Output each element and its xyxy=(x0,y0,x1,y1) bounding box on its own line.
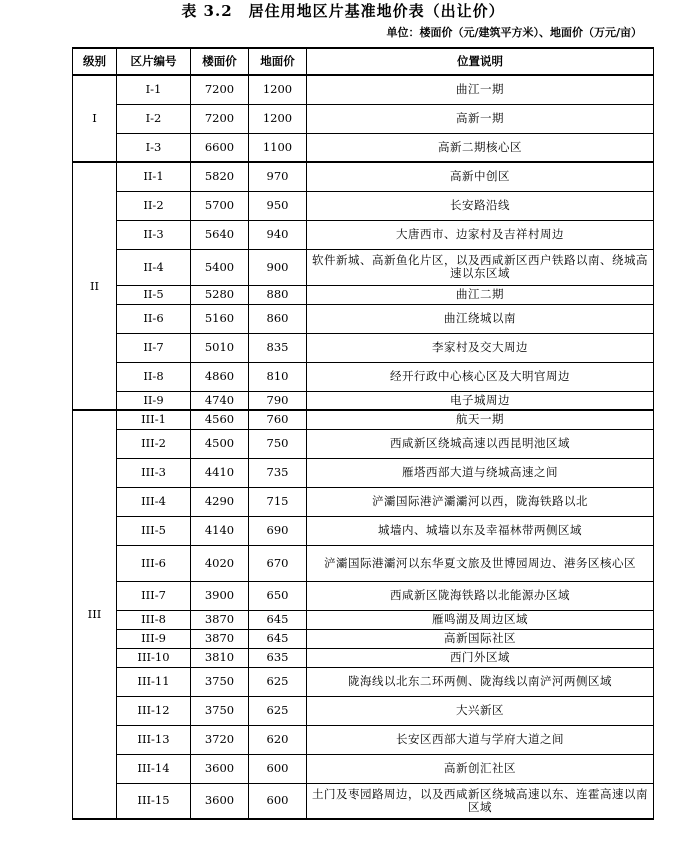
zone-id-cell: III-12 xyxy=(117,696,191,725)
land-price-cell: 860 xyxy=(249,304,307,333)
land-price-cell: 810 xyxy=(249,362,307,391)
table-row xyxy=(73,629,654,648)
location-cell: 土门及枣园路周边，以及西咸新区绕城高速以东、连霍高速以南区域 xyxy=(307,783,654,819)
land-price-table xyxy=(72,47,654,820)
table-row xyxy=(73,162,654,191)
location-cell: 浐灞国际港浐灞灞河以西，陇海铁路以北 xyxy=(307,487,654,516)
land-price-cell: 1200 xyxy=(249,104,307,133)
floor-price-cell: 7200 xyxy=(191,75,249,104)
location-cell: 西咸新区绕城高速以西昆明池区域 xyxy=(307,429,654,458)
level-cell: III xyxy=(73,410,117,819)
table-row xyxy=(73,545,654,581)
zone-id-cell: III-15 xyxy=(117,783,191,819)
floor-price-cell: 4740 xyxy=(191,391,249,410)
level-cell: II xyxy=(73,162,117,410)
land-price-cell: 1100 xyxy=(249,133,307,162)
land-price-cell: 880 xyxy=(249,285,307,304)
location-cell: 高新创汇社区 xyxy=(307,754,654,783)
location-cell: 西门外区域 xyxy=(307,648,654,667)
floor-price-cell: 5010 xyxy=(191,333,249,362)
zone-id-cell: III-14 xyxy=(117,754,191,783)
header-row xyxy=(73,48,654,75)
table-row xyxy=(73,783,654,819)
floor-price-cell: 3600 xyxy=(191,754,249,783)
floor-price-cell: 5400 xyxy=(191,249,249,285)
location-cell: 大兴新区 xyxy=(307,696,654,725)
land-price-cell: 950 xyxy=(249,191,307,220)
location-cell: 大唐西市、边家村及吉祥村周边 xyxy=(307,220,654,249)
zone-id-cell: II-5 xyxy=(117,285,191,304)
location-cell: 长安区西部大道与学府大道之间 xyxy=(307,725,654,754)
zone-id-cell: II-3 xyxy=(117,220,191,249)
unit-note: 单位：楼面价（元/建筑平方米）、地面价（万元/亩） xyxy=(386,26,642,39)
zone-id-cell: I-2 xyxy=(117,104,191,133)
zone-id-cell: III-10 xyxy=(117,648,191,667)
table-row xyxy=(73,249,654,285)
floor-price-cell: 5820 xyxy=(191,162,249,191)
land-price-cell: 625 xyxy=(249,696,307,725)
floor-price-cell: 3720 xyxy=(191,725,249,754)
table-row xyxy=(73,75,654,104)
location-cell: 西咸新区陇海铁路以北能源办区域 xyxy=(307,581,654,610)
location-cell: 城墙内、城墙以东及幸福林带两侧区域 xyxy=(307,516,654,545)
floor-price-cell: 5160 xyxy=(191,304,249,333)
floor-price-cell: 4410 xyxy=(191,458,249,487)
zone-id-cell: I-3 xyxy=(117,133,191,162)
land-price-cell: 690 xyxy=(249,516,307,545)
land-price-cell: 670 xyxy=(249,545,307,581)
floor-price-cell: 4140 xyxy=(191,516,249,545)
table-row xyxy=(73,133,654,162)
table-row xyxy=(73,487,654,516)
location-cell: 高新二期核心区 xyxy=(307,133,654,162)
table-row xyxy=(73,581,654,610)
floor-price-cell: 3810 xyxy=(191,648,249,667)
zone-id-cell: II-1 xyxy=(117,162,191,191)
header-location: 位置说明 xyxy=(307,48,654,75)
floor-price-cell: 7200 xyxy=(191,104,249,133)
floor-price-cell: 4500 xyxy=(191,429,249,458)
zone-id-cell: II-4 xyxy=(117,249,191,285)
location-cell: 长安路沿线 xyxy=(307,191,654,220)
floor-price-cell: 3600 xyxy=(191,783,249,819)
location-cell: 曲江二期 xyxy=(307,285,654,304)
header-level: 级别 xyxy=(73,48,117,75)
land-price-cell: 1200 xyxy=(249,75,307,104)
location-cell: 浐灞国际港灞河以东华夏文旅及世博园周边、港务区核心区 xyxy=(307,545,654,581)
table-row xyxy=(73,725,654,754)
land-price-cell: 715 xyxy=(249,487,307,516)
land-price-cell: 760 xyxy=(249,410,307,429)
location-cell: 航天一期 xyxy=(307,410,654,429)
level-cell: I xyxy=(73,75,117,162)
table-row xyxy=(73,610,654,629)
zone-id-cell: III-8 xyxy=(117,610,191,629)
location-cell: 雁塔西部大道与绕城高速之间 xyxy=(307,458,654,487)
land-price-cell: 645 xyxy=(249,610,307,629)
land-price-cell: 635 xyxy=(249,648,307,667)
header-zone-id: 区片编号 xyxy=(117,48,191,75)
table-row xyxy=(73,333,654,362)
location-cell: 高新国际社区 xyxy=(307,629,654,648)
floor-price-cell: 3900 xyxy=(191,581,249,610)
table-row xyxy=(73,104,654,133)
location-cell: 李家村及交大周边 xyxy=(307,333,654,362)
location-cell: 曲江一期 xyxy=(307,75,654,104)
table-row xyxy=(73,362,654,391)
zone-id-cell: III-4 xyxy=(117,487,191,516)
table-row xyxy=(73,220,654,249)
floor-price-cell: 5640 xyxy=(191,220,249,249)
floor-price-cell: 4020 xyxy=(191,545,249,581)
location-cell: 曲江绕城以南 xyxy=(307,304,654,333)
zone-id-cell: II-6 xyxy=(117,304,191,333)
land-price-cell: 600 xyxy=(249,783,307,819)
location-cell: 经开行政中心核心区及大明官周边 xyxy=(307,362,654,391)
table-row xyxy=(73,410,654,429)
land-price-cell: 625 xyxy=(249,667,307,696)
table-body xyxy=(73,75,654,819)
land-price-cell: 970 xyxy=(249,162,307,191)
zone-id-cell: III-5 xyxy=(117,516,191,545)
table-row xyxy=(73,667,654,696)
zone-id-cell: II-2 xyxy=(117,191,191,220)
zone-id-cell: III-7 xyxy=(117,581,191,610)
floor-price-cell: 4860 xyxy=(191,362,249,391)
table-row xyxy=(73,429,654,458)
zone-id-cell: III-2 xyxy=(117,429,191,458)
location-cell: 高新一期 xyxy=(307,104,654,133)
floor-price-cell: 3750 xyxy=(191,667,249,696)
land-price-cell: 650 xyxy=(249,581,307,610)
zone-id-cell: I-1 xyxy=(117,75,191,104)
zone-id-cell: III-6 xyxy=(117,545,191,581)
floor-price-cell: 6600 xyxy=(191,133,249,162)
floor-price-cell: 5280 xyxy=(191,285,249,304)
table-row xyxy=(73,391,654,410)
floor-price-cell: 4290 xyxy=(191,487,249,516)
land-price-cell: 750 xyxy=(249,429,307,458)
location-cell: 高新中创区 xyxy=(307,162,654,191)
land-price-cell: 645 xyxy=(249,629,307,648)
zone-id-cell: III-1 xyxy=(117,410,191,429)
floor-price-cell: 3870 xyxy=(191,610,249,629)
table-row xyxy=(73,191,654,220)
land-price-cell: 835 xyxy=(249,333,307,362)
floor-price-cell: 5700 xyxy=(191,191,249,220)
land-price-cell: 790 xyxy=(249,391,307,410)
table-row xyxy=(73,458,654,487)
table-row xyxy=(73,754,654,783)
location-cell: 雁鸣湖及周边区域 xyxy=(307,610,654,629)
zone-id-cell: III-13 xyxy=(117,725,191,754)
zone-id-cell: III-11 xyxy=(117,667,191,696)
location-cell: 软件新城、高新鱼化片区，以及西咸新区西户铁路以南、绕城高速以东区域 xyxy=(307,249,654,285)
header-land-price: 地面价 xyxy=(249,48,307,75)
location-cell: 陇海线以北东二环两侧、陇海线以南浐河两侧区域 xyxy=(307,667,654,696)
table-row xyxy=(73,648,654,667)
zone-id-cell: II-7 xyxy=(117,333,191,362)
zone-id-cell: II-8 xyxy=(117,362,191,391)
header-floor-price: 楼面价 xyxy=(191,48,249,75)
land-price-cell: 900 xyxy=(249,249,307,285)
location-cell: 电子城周边 xyxy=(307,391,654,410)
floor-price-cell: 3870 xyxy=(191,629,249,648)
table-row xyxy=(73,285,654,304)
zone-id-cell: II-9 xyxy=(117,391,191,410)
zone-id-cell: III-9 xyxy=(117,629,191,648)
land-price-cell: 735 xyxy=(249,458,307,487)
floor-price-cell: 3750 xyxy=(191,696,249,725)
table-row xyxy=(73,696,654,725)
land-price-cell: 940 xyxy=(249,220,307,249)
zone-id-cell: III-3 xyxy=(117,458,191,487)
table-title: 表 3.2 居住用地区片基准地价表（出让价） xyxy=(181,2,505,20)
land-price-cell: 600 xyxy=(249,754,307,783)
floor-price-cell: 4560 xyxy=(191,410,249,429)
table-row xyxy=(73,516,654,545)
land-price-cell: 620 xyxy=(249,725,307,754)
table-row xyxy=(73,304,654,333)
